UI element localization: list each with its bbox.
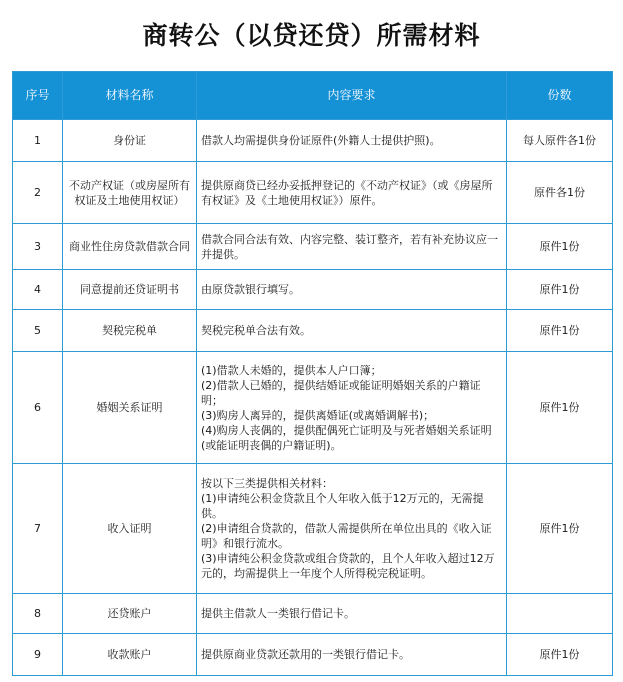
row-num: 7: [13, 464, 63, 594]
row-qty: 原件1份: [507, 270, 613, 310]
table-row: [13, 594, 613, 634]
table-row: [13, 120, 613, 162]
row-content: [197, 594, 507, 634]
row-name: 商业性住房贷款借款合同: [63, 224, 197, 270]
row-qty: 原件各1份: [507, 162, 613, 224]
page-title: 商转公（以贷还贷）所需材料: [142, 21, 481, 50]
row-qty: 原件1份: [507, 310, 613, 352]
row-num: 5: [13, 310, 63, 352]
row-content: [197, 352, 507, 464]
table-header-row: [13, 72, 613, 120]
header-num: 序号: [13, 72, 63, 120]
content-line: 由原贷款银行填写。: [201, 283, 300, 296]
row-qty: 原件1份: [507, 634, 613, 676]
content-line: 提供主借款人一类银行借记卡。: [201, 607, 355, 620]
row-num: 1: [13, 120, 63, 162]
content-line: (2)申请组合贷款的，借款人需提供所在单位出具的《收入证明》和银行流水。: [201, 522, 492, 550]
content-line: (1)申请纯公积金贷款且个人年收入低于12万元的，无需提供。: [201, 492, 484, 520]
content-line: 契税完税单合法有效。: [201, 324, 311, 337]
table-row: [13, 352, 613, 464]
header-content: 内容要求: [197, 72, 507, 120]
table-row: [13, 224, 613, 270]
row-content: [197, 310, 507, 352]
header-name: 材料名称: [63, 72, 197, 120]
row-name: 还贷账户: [63, 594, 197, 634]
table-row: [13, 310, 613, 352]
row-name: 身份证: [63, 120, 197, 162]
row-content: [197, 270, 507, 310]
row-num: 9: [13, 634, 63, 676]
row-content: [197, 120, 507, 162]
row-name: 同意提前还贷证明书: [63, 270, 197, 310]
row-name: 婚姻关系证明: [63, 352, 197, 464]
content-line: (4)购房人丧偶的，提供配偶死亡证明及与死者婚姻关系证明(或能证明丧偶的户籍证明)。: [201, 423, 492, 452]
table-row: [13, 162, 613, 224]
content-line: (3)购房人离异的，提供离婚证(或离婚调解书)；: [201, 408, 435, 422]
row-content: [197, 224, 507, 270]
row-content: [197, 464, 507, 594]
row-name: 收款账户: [63, 634, 197, 676]
header-qty: 份数: [507, 72, 613, 120]
content-line: (2)借款人已婚的，提供结婚证或能证明婚姻关系的户籍证明；: [201, 378, 481, 407]
row-num: 6: [13, 352, 63, 464]
row-content: [197, 634, 507, 676]
content-line: (1)借款人未婚的，提供本人户口簿；: [201, 363, 382, 377]
content-line: 提供原商业贷款还款用的一类银行借记卡。: [201, 648, 410, 661]
table-row: [13, 464, 613, 594]
row-qty: 原件1份: [507, 464, 613, 594]
materials-table: [12, 71, 613, 676]
table-row: [13, 270, 613, 310]
row-qty: [507, 594, 613, 634]
table-row: [13, 634, 613, 676]
row-qty: 原件1份: [507, 352, 613, 464]
row-name: 契税完税单: [63, 310, 197, 352]
content-line: 按以下三类提供相关材料：: [201, 477, 333, 490]
row-num: 4: [13, 270, 63, 310]
row-qty: 原件1份: [507, 224, 613, 270]
content-line: (3)申请纯公积金贷款或组合贷款的，且个人年收入超过12万元的，均需提供上一年度个人所得税完税证明。: [201, 552, 495, 580]
row-name: 不动产权证（或房屋所有权证及土地使用权证）: [63, 162, 197, 224]
row-content: [197, 162, 507, 224]
content-line: 借款合同合法有效、内容完整、装订整齐，若有补充协议应一并提供。: [201, 232, 498, 261]
row-qty: 每人原件各1份: [507, 120, 613, 162]
content-line: 借款人均需提供身份证原件(外籍人士提供护照)。: [201, 134, 441, 147]
content-line: 提供原商贷已经办妥抵押登记的《不动产权证》（或《房屋所有权证》及《土地使用权证》）原件。: [201, 178, 493, 207]
row-num: 8: [13, 594, 63, 634]
row-num: 3: [13, 224, 63, 270]
row-num: 2: [13, 162, 63, 224]
row-name: 收入证明: [63, 464, 197, 594]
